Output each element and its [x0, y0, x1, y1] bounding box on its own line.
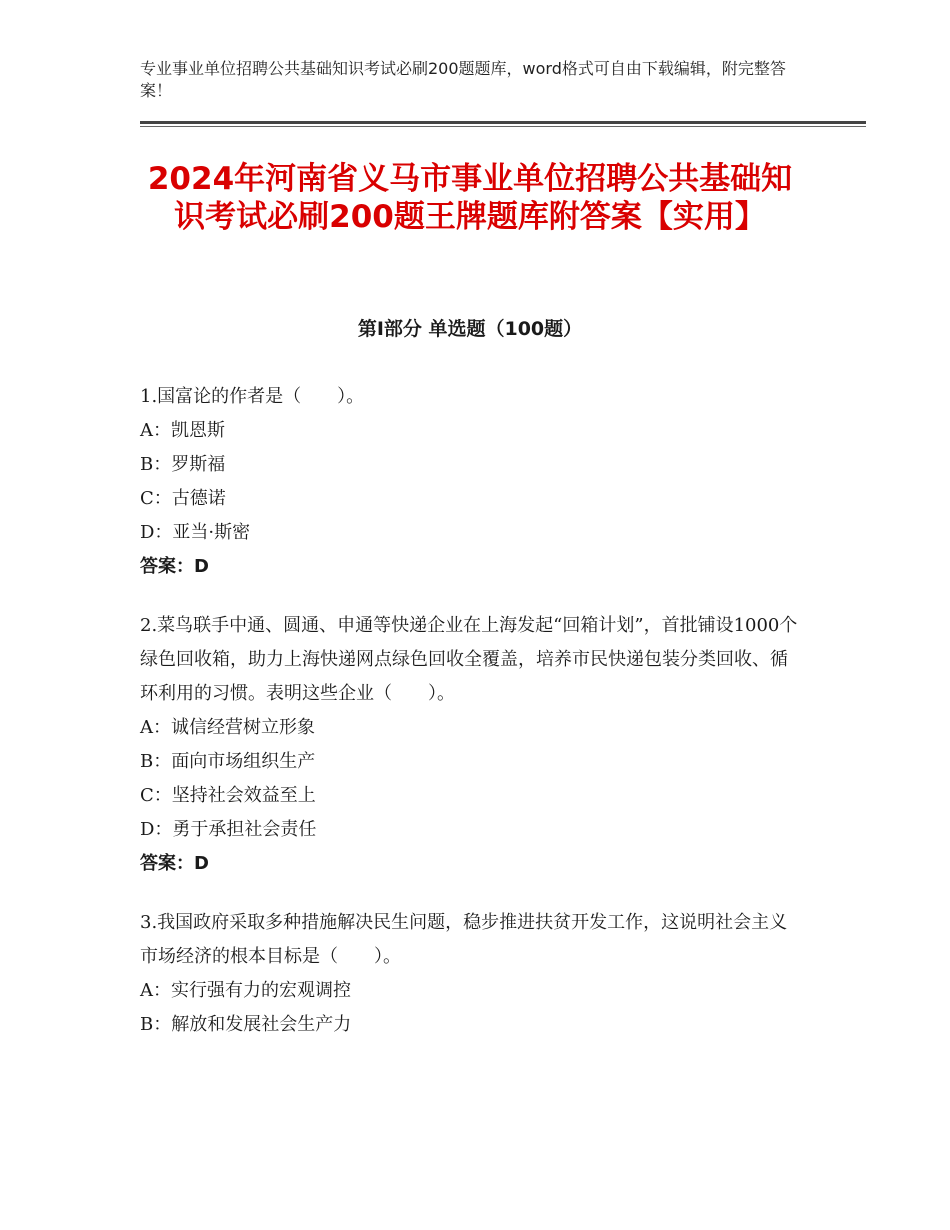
option-b: B：解放和发展社会生产力: [140, 1014, 352, 1035]
question-stem: 3.我国政府采取多种措施解决民生问题，稳步推进扶贫开发工作，这说明社会主义市场经济的根本目标是（ ）。: [140, 912, 788, 967]
option-d: D：勇于承担社会责任: [140, 819, 317, 840]
question-2: [140, 609, 800, 881]
answer-label: 答案：D: [140, 853, 209, 874]
header-divider-thick: [140, 121, 866, 124]
question-1: [140, 380, 800, 584]
option-a: A：诚信经营树立形象: [140, 717, 315, 738]
question-3: [140, 906, 800, 1042]
question-stem: 2.菜鸟联手中通、圆通、申通等快递企业在上海发起“回箱计划”，首批铺设1000个绿色回收箱，助力上海快递网点绿色回收全覆盖，培养市民快递包装分类回收、循环利用的习惯。表明这些企业（ ）。: [140, 615, 798, 704]
option-b: B：罗斯福: [140, 454, 226, 475]
answer-label: 答案：D: [140, 556, 209, 577]
question-stem: 1.国富论的作者是（ ）。: [140, 386, 365, 407]
option-a: A：实行强有力的宏观调控: [140, 980, 351, 1001]
option-c: C：古德诺: [140, 488, 226, 509]
section-title: 第Ⅰ部分 单选题（100题）: [357, 318, 583, 340]
question-list: [140, 380, 800, 1067]
header-note: 专业事业单位招聘公共基础知识考试必刷200题题库，word格式可自由下载编辑，附完整答案！: [140, 59, 786, 100]
document-title: 2024年河南省义马市事业单位招聘公共基础知识考试必刷200题王牌题库附答案【实用】: [147, 161, 793, 235]
option-a: A：凯恩斯: [140, 420, 225, 441]
option-c: C：坚持社会效益至上: [140, 785, 316, 806]
option-d: D：亚当·斯密: [140, 522, 251, 543]
option-b: B：面向市场组织生产: [140, 751, 316, 772]
header-divider-thin: [140, 126, 866, 127]
